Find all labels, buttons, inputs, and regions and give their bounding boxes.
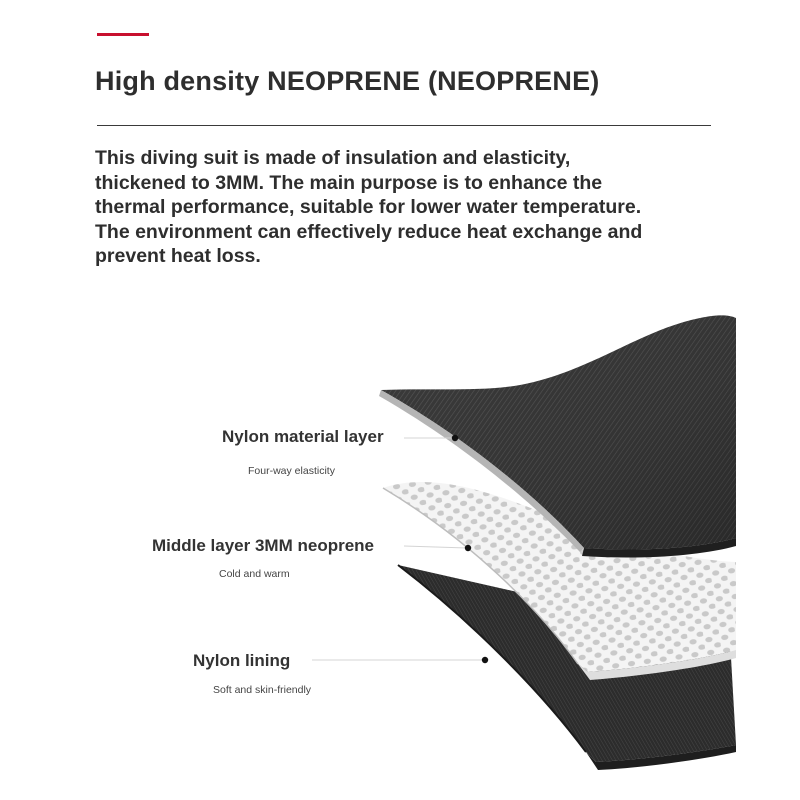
accent-bar (97, 33, 149, 36)
layer-diagram (0, 280, 800, 800)
layer-subtitle-nylon-lining: Soft and skin-friendly (213, 684, 312, 696)
title-divider (97, 125, 711, 126)
layer-subtitle-neoprene: Cold and warm (219, 568, 290, 580)
layer-label-nylon-material: Nylon material layer (222, 427, 384, 446)
neoprene-marker (465, 545, 471, 551)
layer-label-neoprene: Middle layer 3MM neoprene (152, 536, 374, 555)
layer-label-nylon-lining: Nylon lining (193, 651, 291, 670)
page-title: High density NEOPRENE (NEOPRENE) (95, 66, 600, 96)
layer-subtitle-nylon-material: Four-way elasticity (248, 465, 335, 477)
nylon-material-marker (452, 435, 458, 441)
product-description: This diving suit is made of insulation and elasticity, thickened to 3MM. The main purpose is to enhance the thermal performance, suitable for lower water temperature. The environment can effectively reduce heat exchange and prevent heat loss. (95, 147, 643, 267)
nylon-lining-marker (482, 657, 488, 663)
